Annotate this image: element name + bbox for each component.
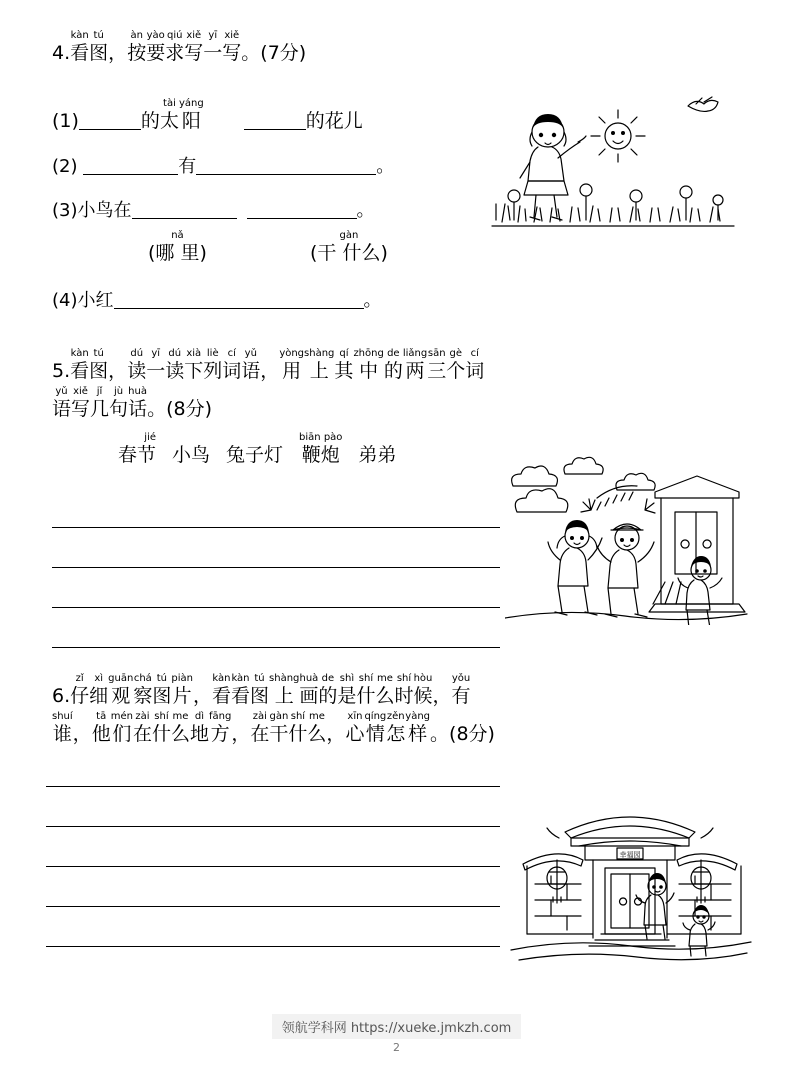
question-6-score: (8分) bbox=[449, 723, 495, 745]
svg-text:幸福园: 幸福园 bbox=[619, 851, 641, 859]
question-6-prompt-line-1: 6. zǐ 仔 xì 细 guān 观 chá 察 tú 图 piàn 片 ， kàn 看 kàn 看 tú 图 shàng 上 huà 画 de 的 shì 是 shí 什 me 么 shí 时 hòu 候 ， yǒu 有 bbox=[52, 673, 471, 707]
prompt-char: qiú 求 bbox=[165, 30, 185, 64]
item-label: (4) bbox=[52, 290, 78, 311]
word-bank-item: jié 春节 bbox=[118, 432, 157, 466]
prompt-char: ， bbox=[108, 42, 128, 64]
answer-line[interactable] bbox=[46, 786, 500, 787]
item-tail: 。 bbox=[376, 156, 395, 177]
answer-blank[interactable] bbox=[132, 200, 237, 219]
answer-blank[interactable] bbox=[79, 111, 141, 130]
question-4-item-3 bbox=[52, 196, 375, 226]
item-head: 小红 bbox=[77, 290, 114, 311]
question-5 bbox=[52, 348, 484, 420]
answer-blank[interactable] bbox=[196, 156, 376, 175]
question-4-score: (7分) bbox=[260, 42, 307, 64]
answer-line[interactable] bbox=[46, 906, 500, 907]
question-4-item-2 bbox=[52, 152, 394, 182]
question-4-item-4 bbox=[52, 286, 382, 316]
prompt-char: xiě 写 bbox=[184, 30, 204, 64]
word-bank-item: 弟弟 bbox=[358, 444, 397, 466]
word-bank-item: biān pào 鞭炮 bbox=[299, 432, 343, 466]
prompt-char: 。 bbox=[241, 42, 261, 64]
item-label: (3) bbox=[52, 200, 78, 221]
question-4 bbox=[52, 30, 306, 64]
item-tail: 。 bbox=[356, 200, 375, 221]
prompt-char: tú 图 bbox=[89, 30, 109, 64]
question-5-prompt-line-1: 5. kàn 看 tú 图 ， dú 读 yī 一 dú 读 xià 下 liè 列 cí 词 yǔ 语 ， yòng 用 shàng 上 qí 其 zhōng 中 de 的 liǎng 两 sān 三 gè 个 cí 词 bbox=[52, 348, 485, 382]
page-number: 2 bbox=[393, 1041, 400, 1054]
answer-line[interactable] bbox=[52, 607, 500, 608]
answer-blank[interactable] bbox=[247, 200, 357, 219]
item-mid: 有 bbox=[178, 156, 197, 177]
answer-line[interactable] bbox=[46, 866, 500, 867]
prompt-char: xiě 写 bbox=[222, 30, 242, 64]
item-label: (1) bbox=[52, 110, 79, 132]
item-head: 小鸟在 bbox=[77, 200, 132, 221]
answer-line[interactable] bbox=[52, 527, 500, 528]
answer-line[interactable] bbox=[46, 826, 500, 827]
answer-blank[interactable] bbox=[83, 156, 178, 175]
question-4-item-1: (1) 的 tài 太 yáng 阳 的花儿 bbox=[52, 98, 363, 132]
item-tail: 。 bbox=[363, 290, 382, 311]
prompt-char: àn 按 bbox=[127, 30, 147, 64]
item-tail: 的花儿 bbox=[305, 110, 363, 132]
question-5-score: (8分) bbox=[166, 398, 213, 420]
question-5-word-bank bbox=[118, 432, 412, 466]
answer-line[interactable] bbox=[46, 946, 500, 947]
prompt-char: yào 要 bbox=[146, 30, 166, 64]
answer-line[interactable] bbox=[52, 567, 500, 568]
item-label: (2) bbox=[52, 156, 78, 177]
prompt-char: kàn 看 bbox=[70, 30, 90, 64]
question-4-hint-where: nǎ (哪 里) bbox=[148, 230, 207, 264]
word-bank-item: 小鸟 bbox=[172, 444, 211, 466]
answer-blank[interactable] bbox=[244, 111, 306, 130]
word-bank-item: 兔子灯 bbox=[226, 444, 284, 466]
answer-blank[interactable] bbox=[114, 290, 364, 309]
temple-gate-lanterns-illustration bbox=[505, 788, 755, 963]
prompt-char: yī 一 bbox=[203, 30, 223, 64]
question-6-number: 6. bbox=[52, 685, 71, 707]
question-6 bbox=[52, 673, 495, 745]
children-firecrackers-illustration bbox=[505, 450, 750, 625]
answer-line[interactable] bbox=[52, 647, 500, 648]
question-4-prompt bbox=[52, 30, 306, 64]
watermark-text: 领航学科网 https://xueke.jmkzh.com bbox=[272, 1014, 522, 1039]
question-5-number: 5. bbox=[52, 360, 71, 382]
question-4-hint-what: gàn (干 什么) bbox=[310, 230, 388, 264]
question-4-number: 4. bbox=[52, 42, 71, 64]
question-6-prompt-line-2: shuí 谁 ， tā 他 mén 们 zài 在 shí 什 me 么 dì 地 fāng 方 ， zài 在 gàn 干 shí 什 me 么 ， xīn 心 qíng 情 zěn 怎 yàng 样 。 (8分) bbox=[52, 711, 495, 745]
page-footer bbox=[0, 1014, 793, 1054]
girl-sun-flowers-illustration bbox=[490, 88, 750, 243]
question-5-prompt-line-2: yǔ 语 xiě 写 jǐ 几 jù 句 huà 话 。 (8分) bbox=[52, 386, 213, 420]
